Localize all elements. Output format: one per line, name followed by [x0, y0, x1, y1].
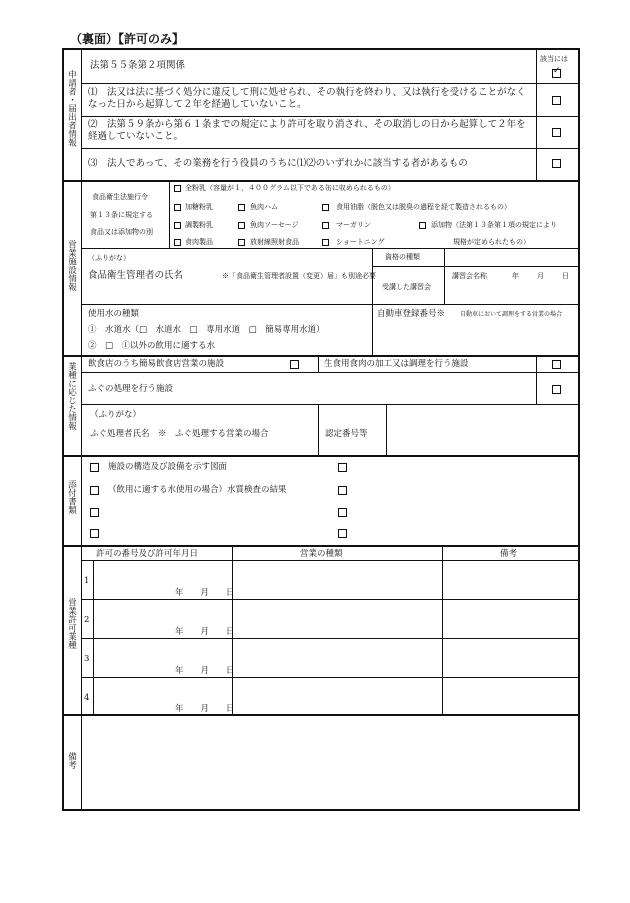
course-name: 講習会名称 [452, 272, 487, 280]
row-line [81, 599, 580, 600]
section-divider [81, 48, 82, 811]
opt-shortening: ショートニング [336, 238, 385, 246]
facility-left-label-1: 食品衛生法施行令 [92, 193, 148, 201]
opt-chosei-checkbox[interactable] [174, 222, 181, 229]
row-line [81, 116, 580, 117]
col-line [318, 404, 319, 455]
law-ref-checkbox[interactable] [552, 69, 561, 78]
attachment-2b-checkbox[interactable] [338, 486, 347, 495]
opt-zenfunyu: 全粉乳（容量が１，４００グラム以下である缶に収められるもの） [185, 184, 395, 192]
simple-food-checkbox[interactable] [290, 360, 299, 369]
col-business-type: 営業の種類 [300, 549, 343, 559]
cert-number-label: 認定番号等 [325, 429, 368, 439]
opt-ham: 魚肉ハム [250, 203, 278, 211]
row-number: 1 [84, 576, 90, 586]
row-line [81, 638, 580, 639]
opt-hoshasen: 放射線照射食品 [250, 238, 299, 246]
row-date: 年 月 日 [175, 627, 235, 637]
applicable-col-line [536, 48, 537, 180]
row-line [81, 677, 580, 678]
page-title: （裏面）【許可のみ】 [70, 32, 185, 46]
opt-tenka: 添加物（法第１３条第１項の規定により [431, 221, 557, 229]
attachment-4b-checkbox[interactable] [338, 529, 347, 538]
col-line [444, 248, 445, 304]
col-note: 備考 [500, 549, 518, 559]
fugu-person-label: ふぐ処理者氏名 ※ ふぐ処理する営業の場合 [90, 429, 269, 439]
row-date: 年 月 日 [175, 666, 235, 676]
car-label: 自動車登録番号※ [377, 309, 446, 319]
row-number: 2 [84, 615, 90, 625]
manager-label: 食品衛生管理者の氏名 [88, 270, 184, 281]
water-label: 使用水の種類 [88, 309, 140, 319]
car-note: 自動車において調理をする営業の場合 [460, 311, 563, 318]
course-year: 年 [512, 272, 519, 280]
col-line [442, 545, 443, 714]
row-line [81, 560, 580, 561]
raw-meat-label: 生食用食肉の加工又は調理を行う施設 [324, 359, 469, 369]
opt-kanto: 加糖粉乳 [185, 203, 213, 211]
opt-shokuniku: 食肉製品 [185, 238, 213, 246]
applicant-item-1: ⑴ 法又は法に基づく処分に違反して刑に処せられ、その執行を終わり、又は執行を受けることがなくなった日から起算して２年を経過していないこと。 [88, 87, 526, 110]
row-date: 年 月 日 [175, 588, 235, 598]
row-line [81, 83, 580, 84]
section-label-attachments: 添付書類 [66, 480, 77, 514]
opt-shortening-checkbox[interactable] [322, 239, 329, 246]
row-line [81, 404, 580, 405]
section-line [62, 180, 580, 182]
col-line [386, 404, 387, 455]
law-reference: 法第５５条第２項関係 [90, 60, 186, 71]
opt-tenka-2: 規格が定められたもの） [453, 238, 530, 246]
row-line [81, 372, 580, 373]
attachment-2: （飲用に適する水使用の場合）水質検査の結果 [108, 485, 287, 495]
row-number: 4 [84, 693, 90, 703]
opt-margarine-checkbox[interactable] [322, 222, 329, 229]
course-label: 受講した講習会 [382, 283, 431, 291]
opt-yushi: 食用油脂（脱色又は脱臭の過程を経て製造されるもの） [336, 203, 511, 211]
section-label-permits: 営業許可業種 [66, 598, 77, 649]
attachment-1b-checkbox[interactable] [338, 463, 347, 472]
attachment-3b-checkbox[interactable] [338, 508, 347, 517]
section-label-facility: 営業施設情報 [66, 240, 77, 291]
section-label-business: 業種に応じた情報 [66, 362, 77, 430]
fugu-label: ふぐの処理を行う施設 [88, 384, 174, 394]
course-month: 月 [537, 272, 544, 280]
course-day: 日 [562, 272, 569, 280]
applicable-header: 該当には [540, 55, 568, 63]
attachment-2-checkbox[interactable] [90, 486, 99, 495]
applicant-item-3: ⑶ 法人であって、その業務を行う役員のうちに⑴⑵のいずれかに該当する者があるもの [88, 158, 468, 169]
simple-food-label: 飲食店のうち簡易飲食店営業の施設 [88, 359, 225, 369]
section-label-applicant: 申請者・届出者情報 [66, 70, 77, 147]
section-line [62, 455, 580, 457]
fugu-furigana: （ふりがな） [90, 410, 142, 420]
section-label-remarks: 備考 [66, 752, 77, 769]
attachment-1-checkbox[interactable] [90, 463, 99, 472]
col-line [318, 355, 319, 372]
manager-furigana: （ふりがな） [88, 254, 130, 262]
col-permit-number: 許可の番号及び許可年月日 [96, 549, 199, 559]
col-line [372, 304, 373, 355]
opt-sausage: 魚肉ソーセージ [250, 221, 299, 229]
opt-ham-checkbox[interactable] [238, 204, 245, 211]
section-line [62, 714, 580, 716]
attachment-3-checkbox[interactable] [90, 508, 99, 517]
applicant-item-2-checkbox[interactable] [552, 128, 561, 137]
attachment-4-checkbox[interactable] [90, 529, 99, 538]
applicant-item-1-checkbox[interactable] [552, 96, 561, 105]
opt-shokuniku-checkbox[interactable] [174, 239, 181, 246]
row-line [81, 248, 580, 249]
opt-yushi-checkbox[interactable] [322, 204, 329, 211]
opt-chosei: 調製粉乳 [185, 221, 213, 229]
applicant-item-2: ⑵ 法第５９条から第６１条までの規定により許可を取り消され、その取消しの日から起算して２年を経過していないこと。 [88, 119, 526, 142]
col-line [169, 180, 170, 248]
opt-margarine: マーガリン [336, 221, 371, 229]
row-line [81, 148, 580, 149]
col-line [93, 560, 94, 714]
qualification-type: 資格の種類 [385, 253, 420, 261]
col-line [536, 355, 537, 404]
row-date: 年 月 日 [175, 704, 235, 714]
section-line [62, 545, 580, 547]
facility-left-label-2: 第１３条に規定する [90, 211, 153, 219]
raw-meat-checkbox[interactable] [552, 360, 561, 369]
opt-kanto-checkbox[interactable] [174, 204, 181, 211]
opt-zenfunyu-checkbox[interactable] [174, 185, 181, 192]
opt-tenka-checkbox[interactable] [419, 222, 426, 229]
fugu-checkbox[interactable] [552, 385, 561, 394]
facility-left-label-3: 食品又は添加物の別 [90, 228, 153, 236]
row-number: 3 [84, 654, 90, 664]
water-option-2: ② □ ①以外の飲用に適する水 [88, 341, 216, 351]
row-line [372, 266, 580, 267]
applicant-item-3-checkbox[interactable] [552, 159, 561, 168]
section-line [62, 355, 580, 357]
opt-hoshasen-checkbox[interactable] [238, 239, 245, 246]
manager-note: ※「食品衛生管理者設置（変更）届」も別途必要 [222, 272, 376, 280]
row-line [81, 304, 580, 305]
opt-sausage-checkbox[interactable] [238, 222, 245, 229]
attachment-1: 施設の構造及び設備を示す図面 [108, 462, 228, 472]
water-option-1: ① 水道水（□ 水道水 □ 専用水道 □ 簡易専用水道） [88, 325, 325, 335]
